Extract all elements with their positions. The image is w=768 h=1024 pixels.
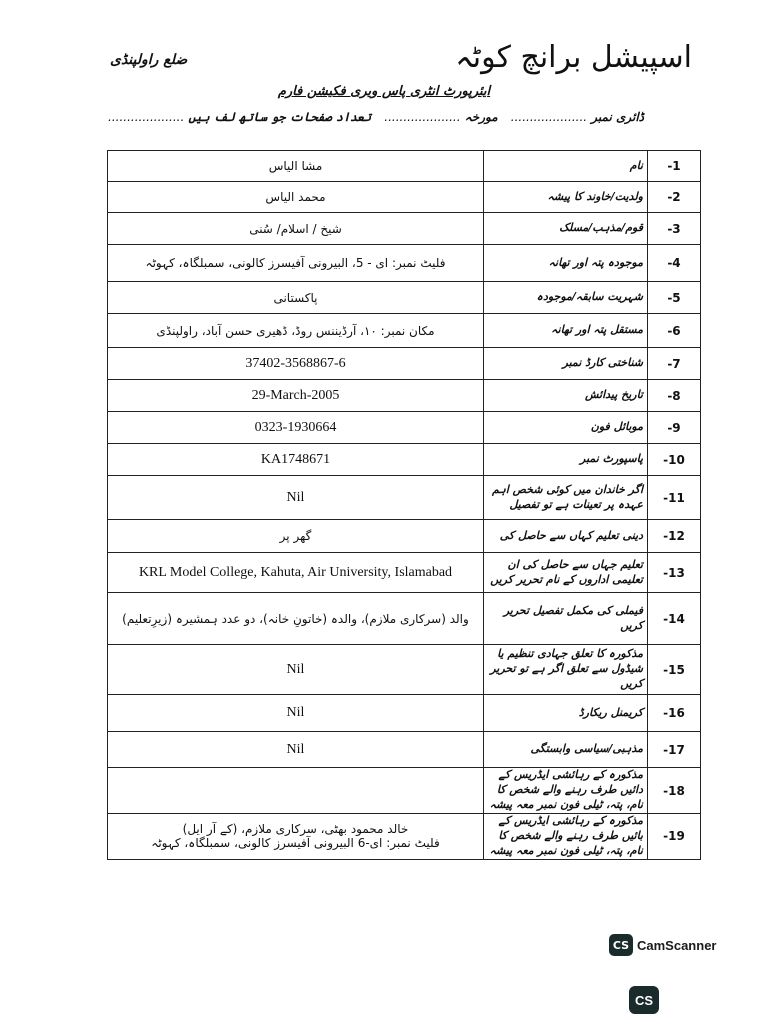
field-value-text: 29-March-2005 <box>251 387 340 403</box>
field-label: موبائل فون <box>484 412 648 444</box>
field-number: -18 <box>648 768 701 814</box>
pages-label: تعداد صفحات جو ساتھ لف ہیں <box>188 110 372 124</box>
table-row <box>108 380 701 412</box>
field-number: -4 <box>648 245 701 282</box>
pages-dots: .................... <box>108 110 185 124</box>
field-number: -8 <box>648 380 701 412</box>
field-number: -10 <box>648 444 701 476</box>
form-title <box>0 84 768 99</box>
field-number: -9 <box>648 412 701 444</box>
field-label: مذکورہ کے رہائشی ایڈریس کے دائیں طرف رہنے والے شخص کا نام، پتہ، ٹیلی فون نمبر معہ پیشہ <box>484 768 648 814</box>
district-label: ضلع راولپنڈی <box>110 52 188 68</box>
field-value <box>108 476 484 520</box>
field-value-text: Nil <box>286 705 305 720</box>
table-row <box>108 213 701 245</box>
field-label: نام <box>484 151 648 182</box>
date-label: مورخہ <box>464 110 498 124</box>
field-number: -17 <box>648 732 701 768</box>
diary-field <box>511 110 644 124</box>
field-label: پاسپورٹ نمبر <box>484 444 648 476</box>
table-row <box>108 476 701 520</box>
field-label: مستقل پتہ اور تھانہ <box>484 314 648 348</box>
field-number: -6 <box>648 314 701 348</box>
field-number: -5 <box>648 282 701 314</box>
table-row <box>108 444 701 476</box>
date-field <box>384 110 497 124</box>
table-row <box>108 814 701 860</box>
field-number: -1 <box>648 151 701 182</box>
field-value-line2: فلیٹ نمبر: ای-6 البیرونی آفیسرز کالونی، سمبلگاہ، کہوٹہ <box>151 836 440 851</box>
field-value <box>108 814 484 860</box>
field-value <box>108 553 484 593</box>
field-value <box>108 282 484 314</box>
field-label: ولدیت/خاوند کا پیشہ <box>484 182 648 213</box>
field-value <box>108 213 484 245</box>
field-value-text: 37402-3568867-6 <box>245 355 346 371</box>
field-value <box>108 695 484 732</box>
diary-dots: .................... <box>510 110 588 124</box>
field-label: موجودہ پتہ اور تھانہ <box>484 245 648 282</box>
table-row <box>108 282 701 314</box>
field-value <box>108 768 484 814</box>
field-value <box>108 380 484 412</box>
field-number: -19 <box>648 814 701 860</box>
table-row <box>108 520 701 553</box>
field-value-text: KA1748671 <box>260 451 331 467</box>
table-row <box>108 593 701 645</box>
pages-field <box>108 110 371 124</box>
field-number: -15 <box>648 645 701 695</box>
field-number: -14 <box>648 593 701 645</box>
field-value-text: KRL Model College, Kahuta, Air University, Islamabad <box>138 564 453 580</box>
field-value-text: Nil <box>286 741 305 757</box>
table-row <box>108 695 701 732</box>
field-number: -2 <box>648 182 701 213</box>
field-value <box>108 732 484 768</box>
field-label: دینی تعلیم کہاں سے حاصل کی <box>484 520 648 553</box>
field-label: مذکورہ کے رہائشی ایڈریس کے بائیں طرف رہنے والے شخص کا نام، پتہ، ٹیلی فون نمبر معہ پیشہ <box>484 814 648 860</box>
field-label: قوم/مذہب/مسلک <box>484 213 648 245</box>
field-number: -12 <box>648 520 701 553</box>
field-value <box>108 645 484 695</box>
field-value <box>108 444 484 476</box>
field-value-text: پاکستانی <box>273 290 318 305</box>
field-value-text: محمد الیاس <box>265 190 326 204</box>
table-row <box>108 245 701 282</box>
table-row <box>108 182 701 213</box>
field-label: مذہبی/سیاسی وابستگی <box>484 732 648 768</box>
camscanner-logo-bottom: CS <box>629 986 659 1014</box>
field-value <box>108 348 484 380</box>
field-value <box>108 593 484 645</box>
field-value <box>108 412 484 444</box>
field-label: مذکورہ کا تعلق جہادی تنظیم یا شیڈول سے تعلق اگر ہے تو تحریر کریں <box>484 645 648 695</box>
table-row <box>108 768 701 814</box>
field-value <box>108 520 484 553</box>
field-value-text: Nil <box>286 489 305 505</box>
field-number: -13 <box>648 553 701 593</box>
camscanner-logo: CS <box>609 934 633 956</box>
field-label: شہریت سابقہ/موجودہ <box>484 282 648 314</box>
verification-form-table <box>107 150 701 860</box>
field-label: فیملی کی مکمل تفصیل تحریر کریں <box>484 593 648 645</box>
date-dots: .................... <box>384 110 461 124</box>
table-row <box>108 348 701 380</box>
field-value-text: والد (سرکاری ملازم)، والدہ (خاتونِ خانہ)، دو عدد ہمشیرہ (زیرِتعلیم) <box>122 611 469 626</box>
field-label: تاریخ پیدائش <box>484 380 648 412</box>
table-row <box>108 412 701 444</box>
field-label: اگر خاندان میں کوئی شخص اہم عہدہ پر تعینات ہے تو تفصیل <box>484 476 648 520</box>
field-value-text: شیخ / اسلام/ سُنی <box>249 221 342 236</box>
table-row <box>108 151 701 182</box>
header-fields <box>108 110 644 124</box>
field-value <box>108 182 484 213</box>
diary-label: ڈائری نمبر <box>591 110 644 124</box>
field-label: شناختی کارڈ نمبر <box>484 348 648 380</box>
field-number: -16 <box>648 695 701 732</box>
field-value <box>108 151 484 182</box>
field-value <box>108 245 484 282</box>
field-value-text: مکان نمبر: ۱۰، آرڈیننس روڈ، ڈھیری حسن آباد، راولپنڈی <box>156 323 435 338</box>
field-number: -11 <box>648 476 701 520</box>
table-row <box>108 645 701 695</box>
field-value-text: 0323-1930664 <box>254 419 337 435</box>
field-number: -7 <box>648 348 701 380</box>
field-value-text: خالد محمود بھٹی، سرکاری ملازم، (کے آر ایل) <box>182 822 409 837</box>
page-title: اسپیشل برانچ کوٹہ <box>455 40 692 75</box>
table-row <box>108 732 701 768</box>
table-row <box>108 553 701 593</box>
field-value-text: گھر پر <box>279 529 312 543</box>
field-label: کریمنل ریکارڈ <box>484 695 648 732</box>
field-number: -3 <box>648 213 701 245</box>
field-value-text: Nil <box>286 661 305 677</box>
field-label: تعلیم جہاں سے حاصل کی ان تعلیمی اداروں کے نام تحریر کریں <box>484 553 648 593</box>
form-title-text: ایئرپورٹ انٹری پاس ویری فکیشن فارم <box>277 84 491 99</box>
field-value <box>108 314 484 348</box>
camscanner-brand: CamScanner <box>637 937 717 953</box>
table-row <box>108 314 701 348</box>
field-value-text: فلیٹ نمبر: ای - 5، البیرونی آفیسرز کالونی، سمبلگاہ، کہوٹہ <box>145 256 446 270</box>
field-value-text: مشا الیاس <box>268 159 323 173</box>
camscanner-watermark <box>609 934 716 956</box>
